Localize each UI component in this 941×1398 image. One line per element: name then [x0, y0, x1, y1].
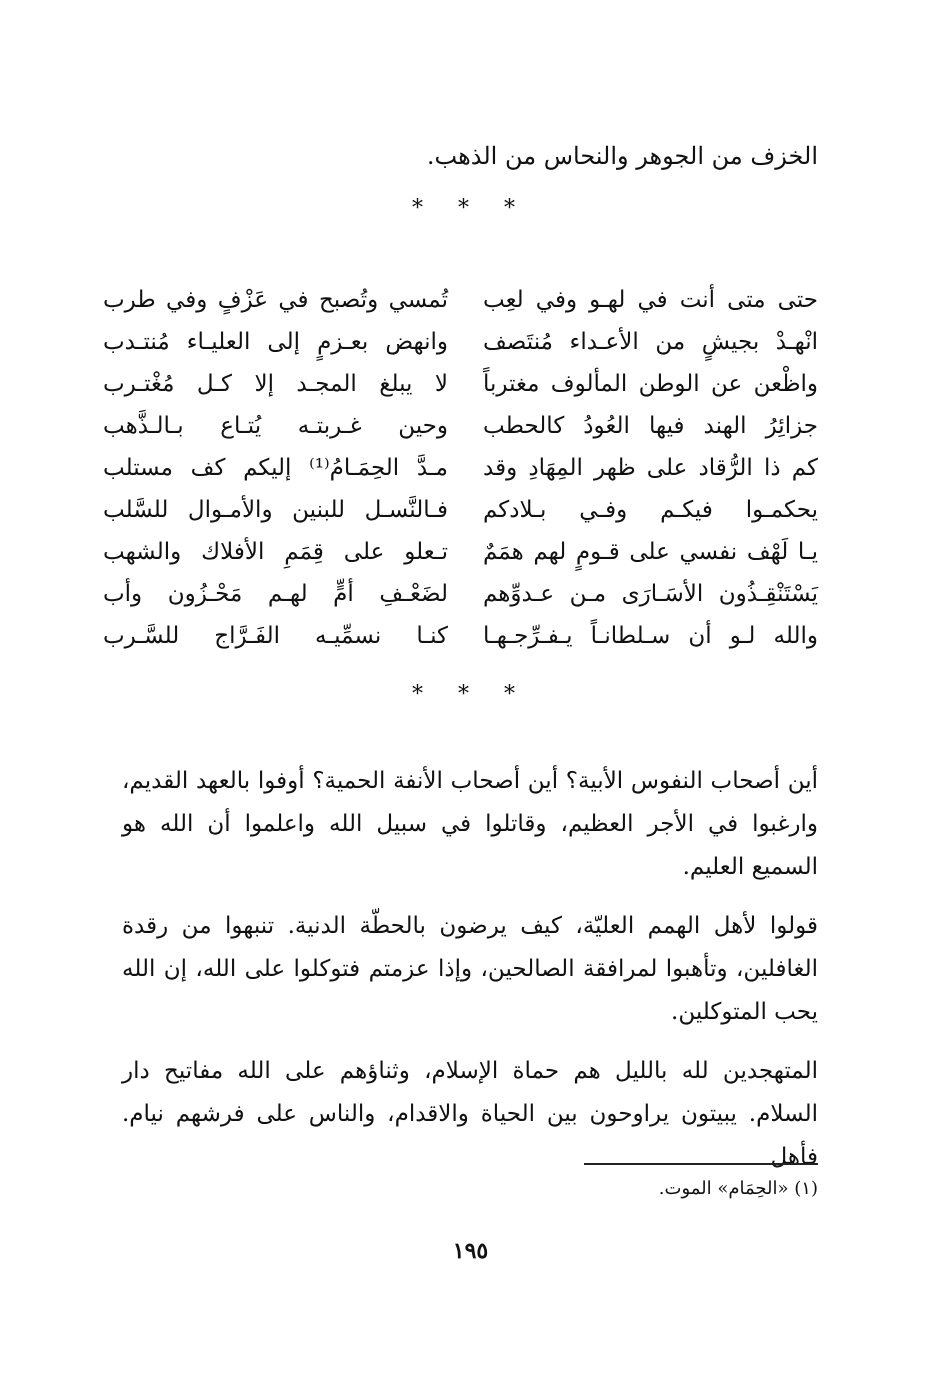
footnote-divider [584, 1163, 818, 1165]
separator-stars-top: * * * [412, 196, 529, 221]
paragraph-3: المتهجدين لله بالليل هم حماة الإسلام، وثناؤهم على الله مفاتيح دار السلام. يبيتون يراوحون بين الحياة والاقدام، والناس على فرشهم نيام. فأهل [122, 1058, 818, 1170]
verse-3-first-hemistich: واظْعن عن الوطن المألوف مغترباً [483, 371, 818, 397]
paragraph-1: أين أصحاب النفوس الأبية؟ أين أصحاب الأنفة الحمية؟ أوفوا بالعهد القديم، وارغبوا في الأجر العظيم، وقاتلوا في سبيل الله واعلموا أن الله هو السميع العليم. [122, 768, 818, 880]
verse-8-second-hemistich: لضَعْـفِ أمٍّ لهـم مَحْـزُون وأب [103, 581, 448, 607]
verse-7-first-hemistich: يـا لَهْف نفسي على قـومٍ لهم همَمٌ [483, 539, 818, 565]
verse-4-first-hemistich: جزائِرُ الهند فيها العُودُ كالحطب [483, 413, 818, 439]
paragraph-2: قولوا لأهل الهمم العليّة، كيف يرضون بالحطّة الدنية. تنبهوا من رقدة الغافلين، وتأهبوا لمرافقة الصالحين، وإذا عزمتم فتوكلوا على الله، إن الله يحب المتوكلين. [122, 913, 818, 1025]
verse-6-second-hemistich: فـالنَّسـل للبنين والأمـوال للسَّلب [103, 497, 448, 523]
verse-5-second-hemistich: مـدَّ الحِمَـامُ⁽¹⁾ إليكم كف مستلب [103, 455, 449, 481]
verse-8-first-hemistich: يَسْتَنْقِـذُون الأسَـارَى مـن عـدوِّهم [483, 581, 818, 607]
verse-2-first-hemistich: انْهـدْ بجيشٍ من الأعـداء مُنتَصف [483, 329, 818, 355]
verse-9-second-hemistich: كنـا نسمِّيـه الفَـرَّاج للسَّـرب [103, 623, 448, 649]
verse-3-second-hemistich: لا يبلغ المجـد إلا كـل مُغْتـرب [103, 371, 448, 397]
page-number: ١٩٥ [452, 1238, 489, 1264]
verse-1-first-hemistich: حتى متى أنت في لهـو وفي لعِب [483, 287, 818, 313]
verse-9-first-hemistich: والله لـو أن سـلطانـاً يـفـرِّجـهـا [483, 623, 818, 649]
verse-4-second-hemistich: وحين غـربتـه يُتـاع بـالـذَّهب [103, 413, 448, 439]
footnote: (١) «الحِمَام» الموت. [658, 1178, 818, 1199]
verse-6-first-hemistich: يحكمـوا فيكـم وفـي بـلادكم [483, 497, 818, 523]
separator-stars-bottom: * * * [412, 682, 529, 707]
verse-1-second-hemistich: تُمسي وتُصبح في عَزْفٍ وفي طرب [103, 287, 448, 313]
verse-5-first-hemistich: كم ذا الرُّقاد على ظهر المِهَادِ وقد [483, 455, 818, 481]
poem-verses [0, 280, 941, 660]
intro-line: الخزف من الجوهر والنحاس من الذهب. [426, 142, 818, 170]
verse-2-second-hemistich: وانهض بعـزمٍ إلى العليـاء مُنتـدب [103, 329, 448, 355]
verse-7-second-hemistich: تـعلو على قِمَمِ الأفلاك والشهب [103, 539, 448, 565]
